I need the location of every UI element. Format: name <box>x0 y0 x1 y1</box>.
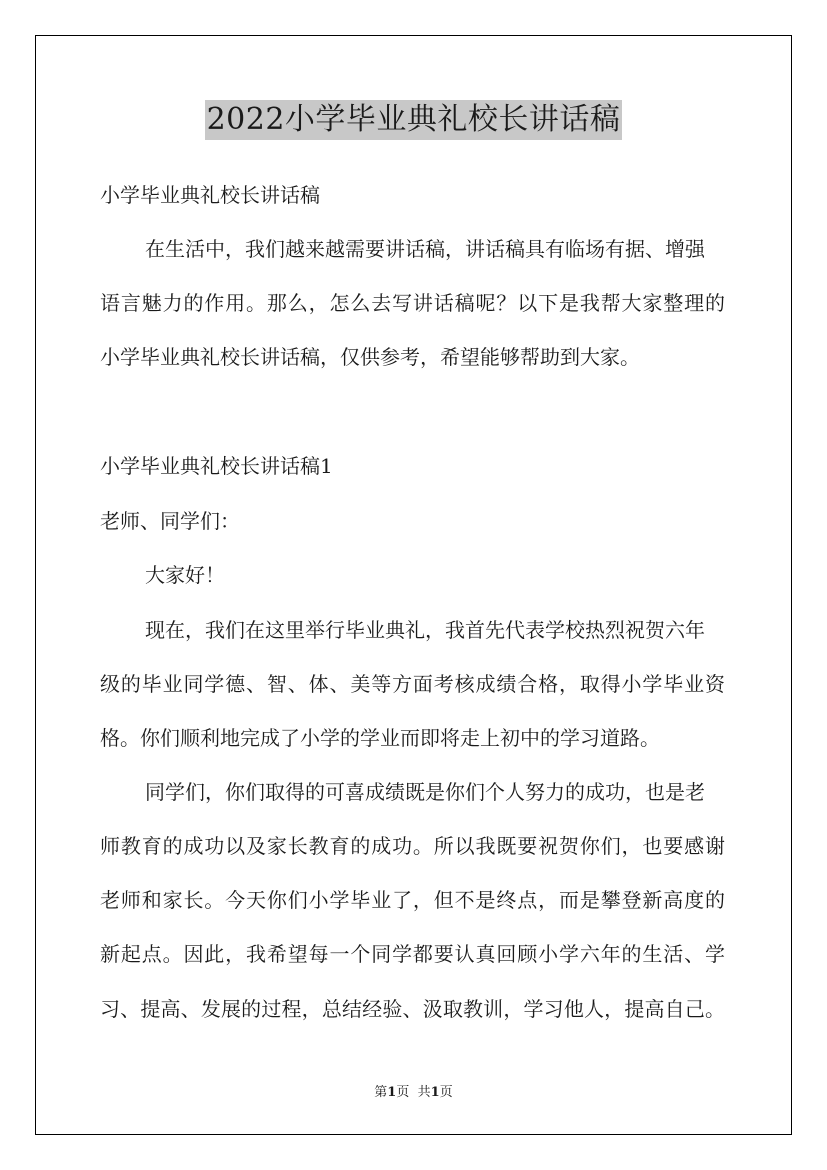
para2-line-1: 同学们，你们取得的可喜成绩既是你们个人努力的成功，也是老 <box>145 780 705 804</box>
page-footer <box>0 1084 827 1102</box>
para1-line-1: 现在，我们在这里举行毕业典礼，我首先代表学校热烈祝贺六年 <box>145 618 705 642</box>
footer-page-prefix: 第 <box>374 1085 388 1100</box>
footer-total-number: 1 <box>430 1085 440 1100</box>
para2-line-4: 新起点。因此，我希望每一个同学都要认真回顾小学六年的生活、学 <box>100 942 725 966</box>
salutation: 老师、同学们： <box>100 509 240 533</box>
footer-total-prefix: 共 <box>417 1085 431 1100</box>
para2-line-5: 习、提高、发展的过程，总结经验、汲取教训，学习他人，提高自己。 <box>100 997 725 1021</box>
title-container <box>0 100 827 140</box>
section-heading: 小学毕业典礼校长讲话稿1 <box>100 454 333 478</box>
footer-total-suffix: 页 <box>439 1085 453 1100</box>
intro-line-3: 小学毕业典礼校长讲话稿，仅供参考，希望能够帮助到大家。 <box>100 345 640 369</box>
document-subtitle: 小学毕业典礼校长讲话稿 <box>100 183 320 207</box>
para2-line-2: 师教育的成功以及家长教育的成功。所以我既要祝贺你们，也要感谢 <box>100 834 725 858</box>
intro-line-1: 在生活中，我们越来越需要讲话稿，讲话稿具有临场有据、增强 <box>145 237 705 261</box>
para1-line-2: 级的毕业同学德、智、体、美等方面考核成绩合格，取得小学毕业资 <box>100 672 725 696</box>
footer-page-number: 1 <box>387 1085 397 1100</box>
para2-line-3: 老师和家长。今天你们小学毕业了，但不是终点，而是攀登新高度的 <box>100 888 725 912</box>
intro-line-2: 语言魅力的作用。那么，怎么去写讲话稿呢？以下是我帮大家整理的 <box>100 291 725 315</box>
footer-page-suffix: 页 <box>396 1085 410 1100</box>
para1-line-3: 格。你们顺利地完成了小学的学业而即将走上初中的学习道路。 <box>100 726 660 750</box>
greeting: 大家好！ <box>145 563 225 587</box>
document-title: 2022小学毕业典礼校长讲话稿 <box>205 100 623 140</box>
